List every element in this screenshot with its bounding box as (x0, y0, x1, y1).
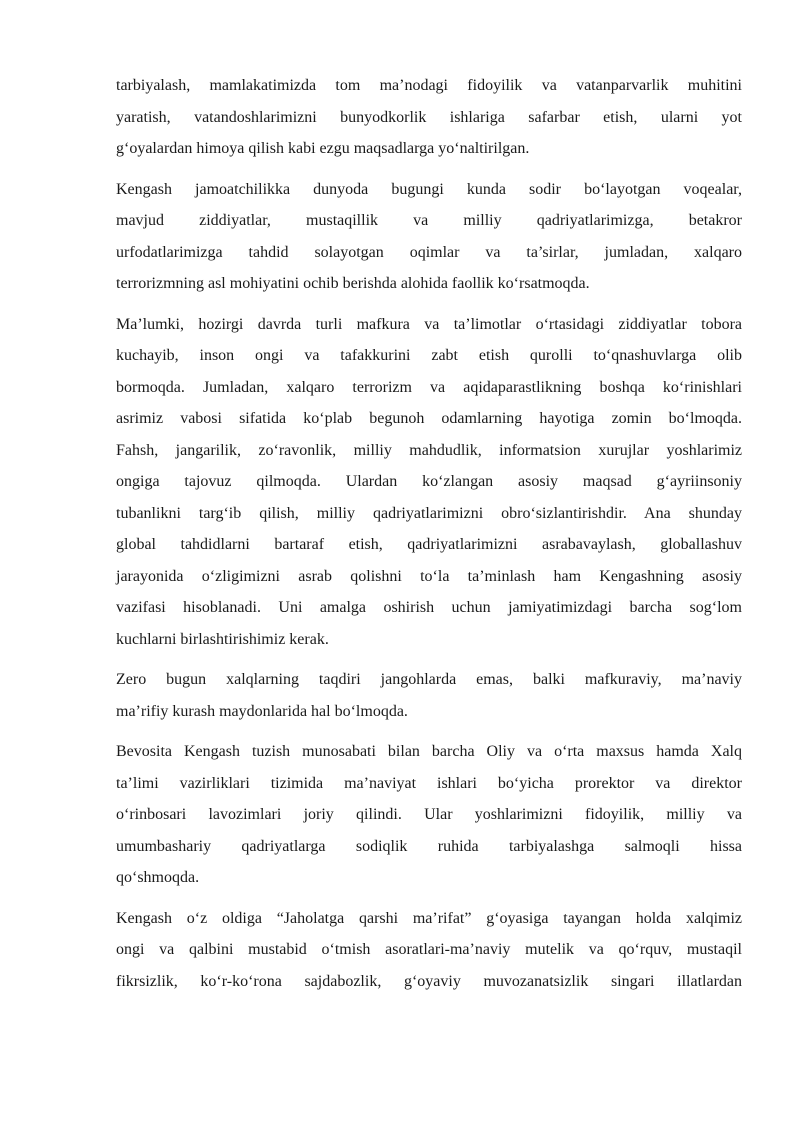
text-line: jarayonida o‘zligimizni asrab qolishni to‘la ta’minlash ham Kengashning asosiy (116, 567, 742, 585)
paragraph-3 (116, 309, 742, 656)
text-line: kuchayib, inson ongi va tafakkurini zabt etish qurolli to‘qnashuvlarga olib (116, 347, 742, 364)
text-line: global tahdidlarni bartaraf etish, qadriyatlarimizni asrabavaylash, globallashuv (116, 536, 742, 553)
text-line: yaratish, vatandoshlarimizni bunyodkorlik ishlariga safarbar etish, ularni yot (116, 108, 742, 126)
text-line: vazifasi hisoblanadi. Uni amalga oshirish uchun jamiyatimizdagi barcha sog‘lom (116, 599, 742, 616)
text-line: Zero bugun xalqlarning taqdiri jangohlarda emas, balki mafkuraviy, ma’naviy (116, 671, 742, 688)
text-line: Fahsh, jangarilik, zo‘ravonlik, milliy mahdudlik, informatsion xurujlar yoshlarimiz (116, 441, 742, 459)
paragraph-2 (116, 174, 742, 300)
paragraph-4 (116, 664, 742, 727)
paragraph-1 (116, 70, 742, 165)
text-line: Ma’lumki, hozirgi davrda turli mafkura va ta’limotlar o‘rtasidagi ziddiyatlar tobora (116, 315, 742, 333)
text-line: tarbiyalash, mamlakatimizda tom ma’nodagi fidoyilik va vatanparvarlik muhitini (116, 77, 742, 94)
text-line: ma’rifiy kurash maydonlarida hal bo‘lmoqda. (116, 702, 408, 720)
text-line: ongi va qalbini mustabid o‘tmish asoratlari-ma’naviy mutelik va qo‘rquv, mustaqil (116, 941, 742, 958)
text-line: ongiga tajovuz qilmoqda. Ulardan ko‘zlangan asosiy maqsad g‘ayriinsoniy (116, 473, 742, 490)
text-line: fikrsizlik, ko‘r-ko‘rona sajdabozlik, g‘oyaviy muvozanatsizlik singari illatlardan (116, 972, 742, 990)
text-line: asrimiz vabosi sifatida ko‘plab begunoh odamlarning hayotiga zomin bo‘lmoqda. (116, 410, 742, 427)
document-page (116, 70, 742, 1006)
text-line: g‘oyalardan himoya qilish kabi ezgu maqsadlarga yo‘naltirilgan. (116, 140, 530, 157)
text-line: Bevosita Kengash tuzish munosabati bilan barcha Oliy va o‘rta maxsus hamda Xalq (116, 743, 742, 760)
text-line: o‘rinbosari lavozimlari joriy qilindi. Ular yoshlarimizni fidoyilik, milliy va (116, 806, 742, 823)
text-line: tubanlikni targ‘ib qilish, milliy qadriyatlarimizni obro‘sizlantirishdir. Ana shunday (116, 504, 742, 522)
paragraph-6 (116, 903, 742, 998)
text-line: terrorizmning asl mohiyatini ochib berishda alohida faollik ko‘rsatmoqda. (116, 275, 590, 292)
text-line: umumbashariy qadriyatlarga sodiqlik ruhida tarbiyalashga salmoqli hissa (116, 837, 742, 855)
text-line: Kengash o‘z oldiga “Jaholatga qarshi ma’rifat” g‘oyasiga tayangan holda xalqimiz (116, 909, 742, 927)
text-line: ta’limi vazirliklari tizimida ma’naviyat ishlari bo‘yicha prorektor va direktor (116, 774, 742, 792)
text-line: urfodatlarimizga tahdid solayotgan oqimlar va ta’sirlar, jumladan, xalqaro (116, 243, 742, 261)
text-line: kuchlarni birlashtirishimiz kerak. (116, 630, 329, 648)
text-line: qo‘shmoqda. (116, 869, 200, 886)
text-line: bormoqda. Jumladan, xalqaro terrorizm va aqidaparastlikning boshqa ko‘rinishlari (116, 378, 742, 396)
text-line: mavjud ziddiyatlar, mustaqillik va milliy qadriyatlarimizga, betakror (116, 212, 742, 229)
paragraph-5 (116, 736, 742, 894)
text-line: Kengash jamoatchilikka dunyoda bugungi kunda sodir bo‘layotgan voqealar, (116, 180, 742, 198)
